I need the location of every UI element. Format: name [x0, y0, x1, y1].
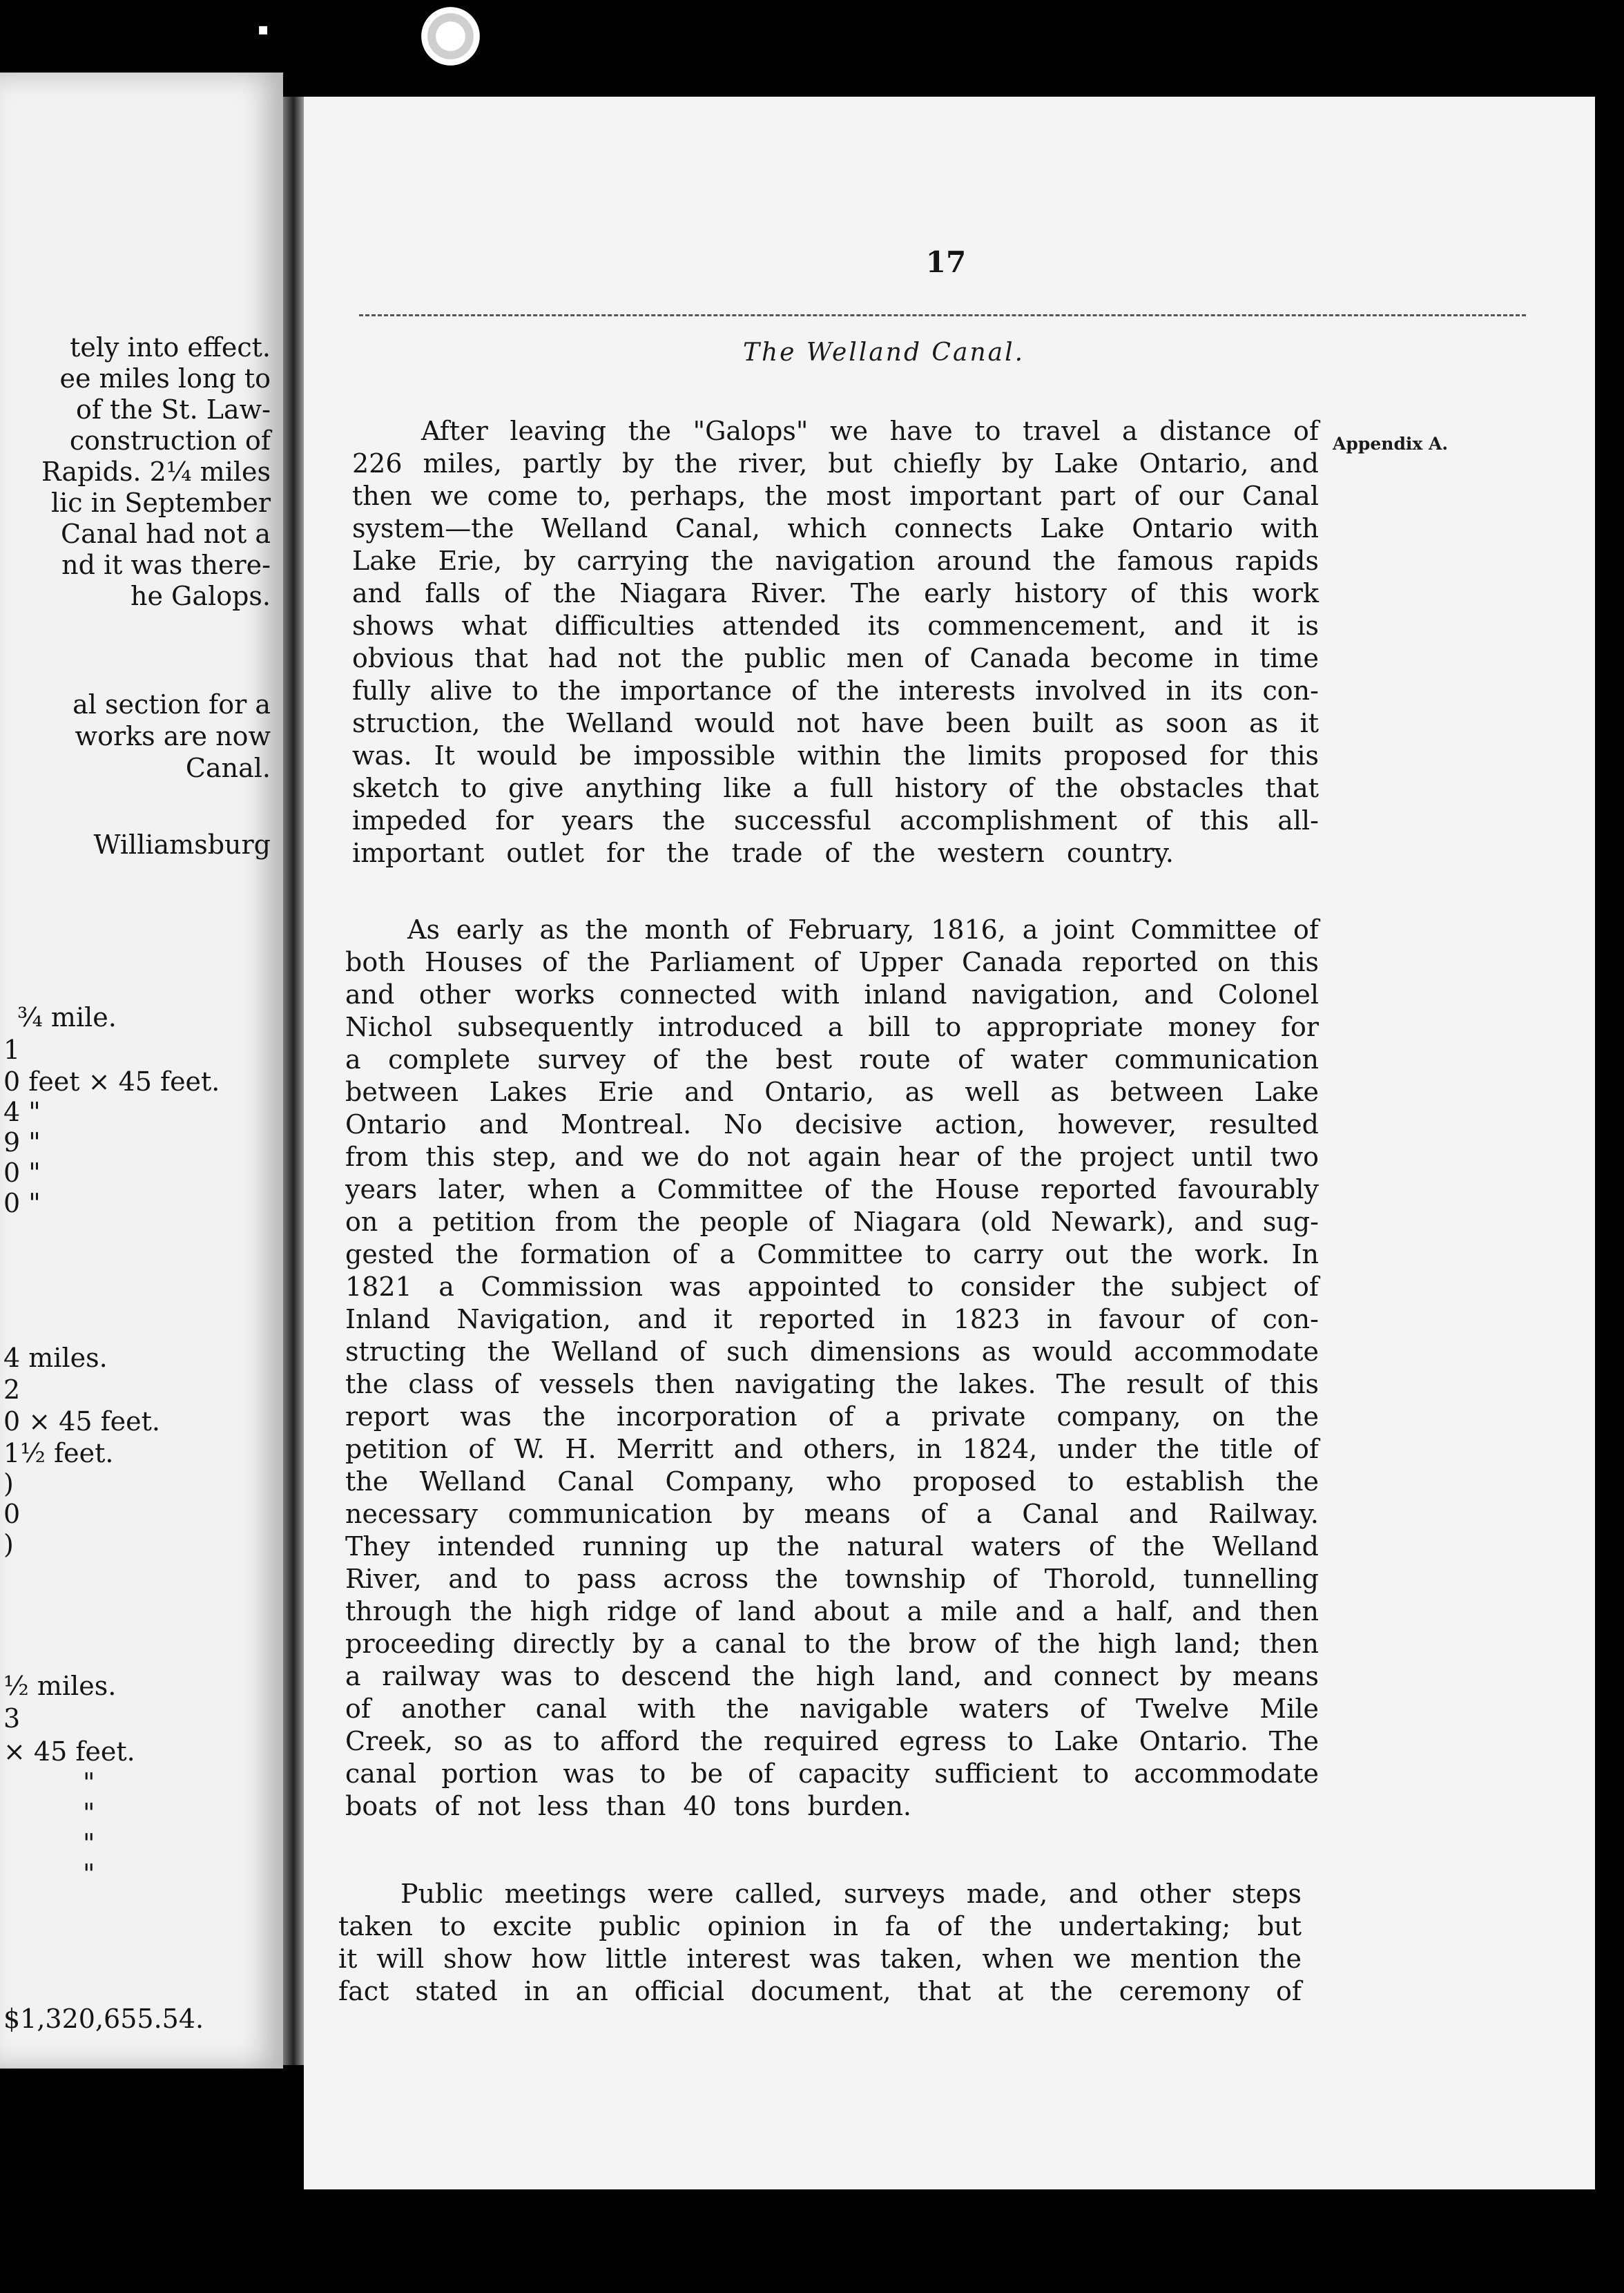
left-page-fragment — [0, 73, 283, 2069]
paragraph-line: gested the formation of a Committee to carry out the work. In — [345, 1239, 1319, 1269]
paragraph-line: As early as the month of February, 1816, a joint Committee of — [407, 914, 1319, 945]
paragraph-line: on a petition from the people of Niagara (old Newark), and sug- — [345, 1207, 1319, 1237]
left-page-line: × 45 feet. — [3, 1736, 135, 1767]
paragraph-line: taken to excite public opinion in fa of the undertaking; but — [338, 1911, 1302, 1941]
left-page-line: 0 — [3, 1499, 21, 1529]
left-page-line: of the St. Law- — [75, 394, 271, 425]
paragraph-line: between Lakes Erie and Ontario, as well as between Lake — [345, 1077, 1319, 1107]
left-page-line: Canal had not a — [61, 519, 271, 549]
library-stamp-icon — [421, 7, 480, 66]
left-page-line: 0 " — [3, 1188, 41, 1218]
left-page-line: nd it was there- — [61, 550, 271, 580]
left-page-line: 2 — [3, 1374, 21, 1405]
paragraph-line: necessary communication by means of a Canal and Railway. — [345, 1499, 1319, 1529]
section-heading: The Welland Canal. — [742, 338, 1025, 367]
left-page-line: 1½ feet. — [3, 1438, 114, 1468]
paragraph-line: Nichol subsequently introduced a bill to appropriate money for — [345, 1012, 1319, 1042]
left-page-line: he Galops. — [130, 581, 271, 611]
left-page-line: ¾ mile. — [17, 1002, 117, 1033]
left-page-line: ) — [3, 1529, 14, 1560]
left-page-line: Williamsburg — [93, 829, 271, 860]
paragraph-line: struction, the Welland would not have been built as soon as it — [352, 708, 1319, 738]
paragraph-line: 1821 a Commission was appointed to consider the subject of — [345, 1272, 1319, 1302]
paragraph-line: proceeding directly by a canal to the brow of the high land; then — [345, 1629, 1319, 1659]
paragraph-line: of another canal with the navigable waters of Twelve Mile — [345, 1694, 1319, 1724]
paragraph-line: a railway was to descend the high land, and connect by means — [345, 1661, 1319, 1691]
paragraph-line: Inland Navigation, and it reported in 1823 in favour of con- — [345, 1304, 1319, 1334]
paragraph-line: 226 miles, partly by the river, but chiefly by Lake Ontario, and — [352, 448, 1319, 479]
paragraph-line: from this step, and we do not again hear of the project until two — [345, 1142, 1319, 1172]
left-page-line: 0 " — [3, 1158, 41, 1188]
left-page-line: Rapids. 2¼ miles — [41, 457, 271, 487]
paragraph-line: obvious that had not the public men of Canada become in time — [352, 643, 1319, 673]
paragraph-line: important outlet for the trade of the western country. — [352, 838, 1174, 868]
paragraph-line: structing the Welland of such dimensions as would accommodate — [345, 1336, 1319, 1367]
paragraph-line: it will show how little interest was taken, when we mention the — [338, 1944, 1302, 1974]
left-page-line: 9 " — [3, 1127, 41, 1158]
left-page-line: 3 — [3, 1703, 21, 1734]
left-page-line: " — [83, 1798, 95, 1828]
left-page-line: " — [83, 1828, 95, 1859]
left-page-line: works are now — [75, 721, 271, 751]
left-page-line: al section for a — [72, 689, 271, 720]
paragraph-line: and other works connected with inland navigation, and Colonel — [345, 979, 1319, 1010]
right-page — [304, 97, 1595, 2189]
left-page-line: construction of — [69, 425, 271, 456]
paragraph-line: fully alive to the importance of the interests involved in its con- — [352, 675, 1319, 706]
paragraph-line: report was the incorporation of a private company, on the — [345, 1401, 1319, 1432]
scan-corner-mark-icon: ▪ — [258, 19, 269, 39]
paragraph-line: a complete survey of the best route of water communication — [345, 1044, 1319, 1075]
paragraph-line: system—the Welland Canal, which connects Lake Ontario with — [352, 513, 1319, 544]
left-page-line: 1 — [3, 1035, 21, 1065]
paragraph-line: and falls of the Niagara River. The early history of this work — [352, 578, 1319, 608]
header-rule — [359, 314, 1526, 316]
paragraph-line: River, and to pass across the township of Thorold, tunnelling — [345, 1564, 1319, 1594]
paragraph-line: impeded for years the successful accomplishment of this all- — [352, 805, 1319, 836]
appendix-margin-note: Appendix A. — [1333, 434, 1449, 454]
paragraph-line: Ontario and Montreal. No decisive action, however, resulted — [345, 1109, 1319, 1140]
left-page-line: " — [83, 1859, 95, 1889]
paragraph-line: After leaving the "Galops" we have to travel a distance of — [421, 416, 1319, 446]
left-page-line: lic in September — [51, 488, 271, 518]
left-page-line: ee miles long to — [59, 363, 271, 394]
left-page-line: tely into effect. — [70, 332, 271, 363]
left-page-line: $1,320,655.54. — [3, 2004, 204, 2034]
left-page-line: 4 " — [3, 1097, 41, 1127]
paragraph-line: They intended running up the natural waters of the Welland — [345, 1531, 1319, 1562]
left-page-line: 0 × 45 feet. — [3, 1406, 160, 1437]
paragraph-line: Public meetings were called, surveys made, and other steps — [400, 1879, 1302, 1909]
paragraph-line: fact stated in an official document, that at the ceremony of — [338, 1976, 1302, 2006]
left-page-line: Canal. — [185, 753, 271, 783]
paragraph-line: both Houses of the Parliament of Upper Canada reported on this — [345, 947, 1319, 977]
paragraph-line: was. It would be impossible within the limits proposed for this — [352, 740, 1319, 771]
book-gutter — [283, 97, 304, 2065]
paragraph-line: shows what difficulties attended its commencement, and it is — [352, 611, 1319, 641]
left-page-line: 4 miles. — [3, 1343, 108, 1373]
left-page-line: ) — [3, 1468, 14, 1499]
paragraph-line: Creek, so as to afford the required egress to Lake Ontario. The — [345, 1726, 1319, 1756]
paragraph-line: sketch to give anything like a full history of the obstacles that — [352, 773, 1319, 803]
paragraph-line: years later, when a Committee of the House reported favourably — [345, 1174, 1319, 1205]
paragraph-line: through the high ridge of land about a mile and a half, and then — [345, 1596, 1319, 1627]
left-page-line: ½ miles. — [3, 1671, 117, 1701]
paragraph-line: canal portion was to be of capacity sufficient to accommodate — [345, 1758, 1319, 1789]
paragraph-line: the class of vessels then navigating the lakes. The result of this — [345, 1369, 1319, 1399]
paragraph-line: then we come to, perhaps, the most important part of our Canal — [352, 481, 1319, 511]
page-number: 17 — [925, 245, 967, 279]
paragraph-line: Lake Erie, by carrying the navigation around the famous rapids — [352, 546, 1319, 576]
paragraph-line: boats of not less than 40 tons burden. — [345, 1791, 911, 1821]
paragraph-line: the Welland Canal Company, who proposed to establish the — [345, 1466, 1319, 1497]
left-page-line: " — [83, 1767, 95, 1798]
paragraph-line: petition of W. H. Merritt and others, in 1824, under the title of — [345, 1434, 1319, 1464]
left-page-line: 0 feet × 45 feet. — [3, 1066, 220, 1097]
